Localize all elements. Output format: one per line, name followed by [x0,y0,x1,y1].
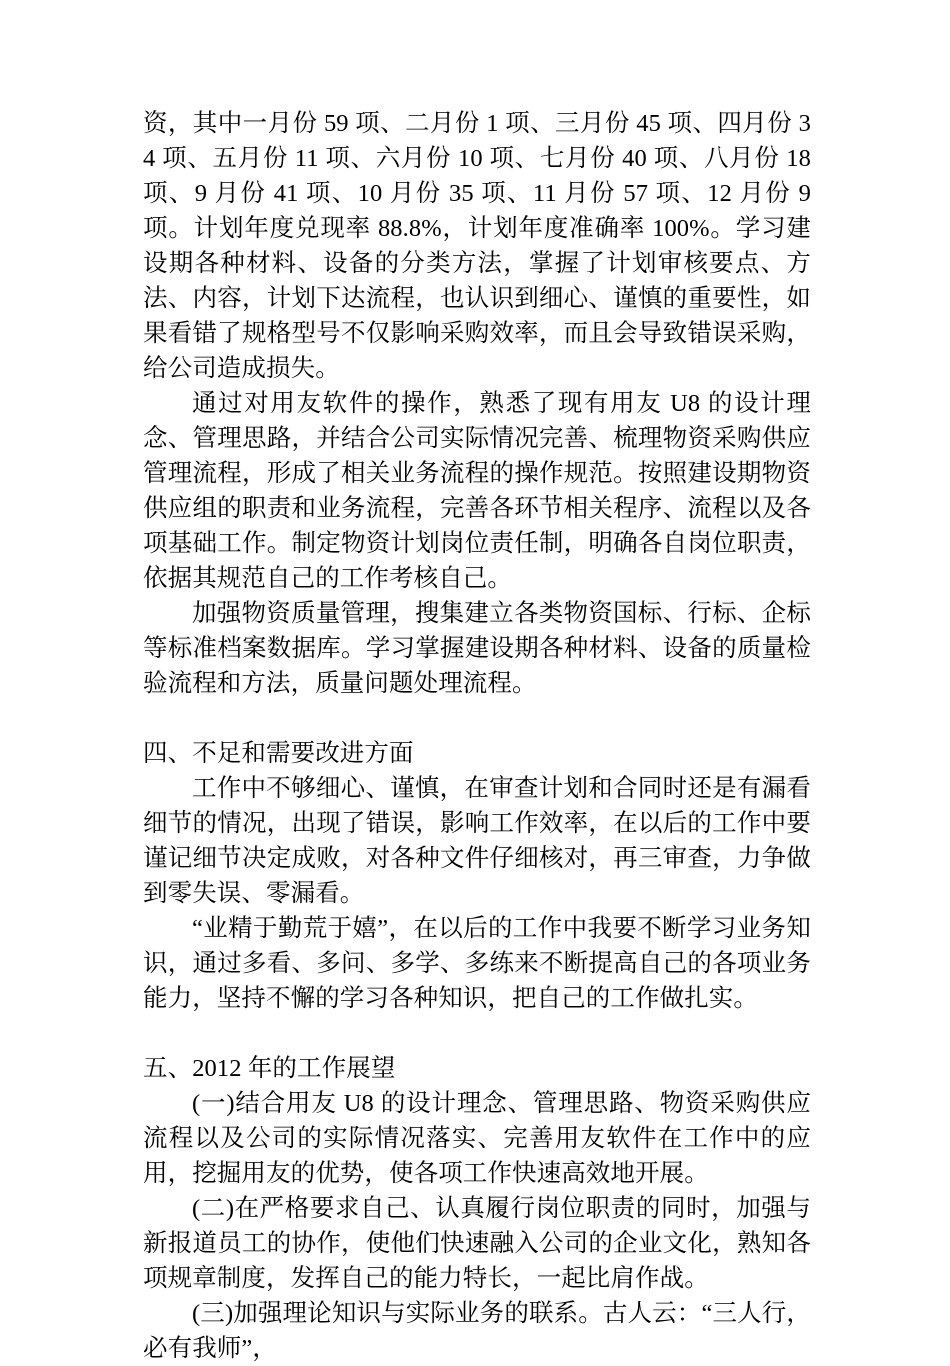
body-paragraph: “业精于勤荒于嬉”，在以后的工作中我要不断学习业务知识，通过多看、多问、多学、多练来不断提高自己的各项业务能力，坚持不懈的学习各种知识，把自己的工作做扎实。 [143,915,811,1012]
document-text-body [143,106,811,1366]
body-paragraph: 工作中不够细心、谨慎，在审查计划和合同时还是有漏看细节的情况，出现了错误，影响工作效率，在以后的工作中要谨记细节决定成败，对各种文件仔细核对，再三审查，力争做到零失误、零漏看。 [143,775,811,907]
section-heading: 五、2012 年的工作展望 [143,1055,396,1082]
body-paragraph: 通过对用友软件的操作，熟悉了现有用友 U8 的设计理念、管理思路，并结合公司实际情况完善、梳理物资采购供应管理流程，形成了相关业务流程的操作规范。按照建设期物资供应组的职责和业务流程，完善各环节相关程序、流程以及各项基础工作。制定物资计划岗位责任制，明确各自岗位职责，依据其规范自己的工作考核自己。 [143,390,811,592]
body-paragraph: 加强物资质量管理，搜集建立各类物资国标、行标、企标等标准档案数据库。学习掌握建设期各种材料、设备的质量检验流程和方法，质量问题处理流程。 [143,600,811,697]
blank-line [143,701,811,736]
body-paragraph: (二)在严格要求自己、认真履行岗位职责的同时，加强与新报道员工的协作，使他们快速融入公司的企业文化，熟知各项规章制度，发挥自己的能力特长，一起比肩作战。 [143,1195,811,1292]
section-heading: 四、不足和需要改进方面 [143,740,414,767]
blank-line [143,1016,811,1051]
body-paragraph: (三)加强理论知识与实际业务的联系。古人云：“三人行，必有我师”， [143,1300,811,1362]
body-paragraph: 资，其中一月份 59 项、二月份 1 项、三月份 45 项、四月份 34 项、五月份 11 项、六月份 10 项、七月份 40 项、八月份 18 项、9 月份 41 项、10 月份 35 项、11 月份 57 项、12 月份 9 项。计划年度兑现率 88.8%，计划年度准确率 100%。学习建设期各种材料、设备的分类方法，掌握了计划审核要点、方法、内容，计划下达流程，也认识到细心、谨慎的重要性，如果看错了规格型号不仅影响采购效率，而且会导致错误采购，给公司造成损失。 [143,110,811,382]
body-paragraph: (一)结合用友 U8 的设计理念、管理思路、物资采购供应流程以及公司的实际情况落实、完善用友软件在工作中的应用，挖掘用友的优势，使各项工作快速高效地开展。 [143,1090,811,1187]
